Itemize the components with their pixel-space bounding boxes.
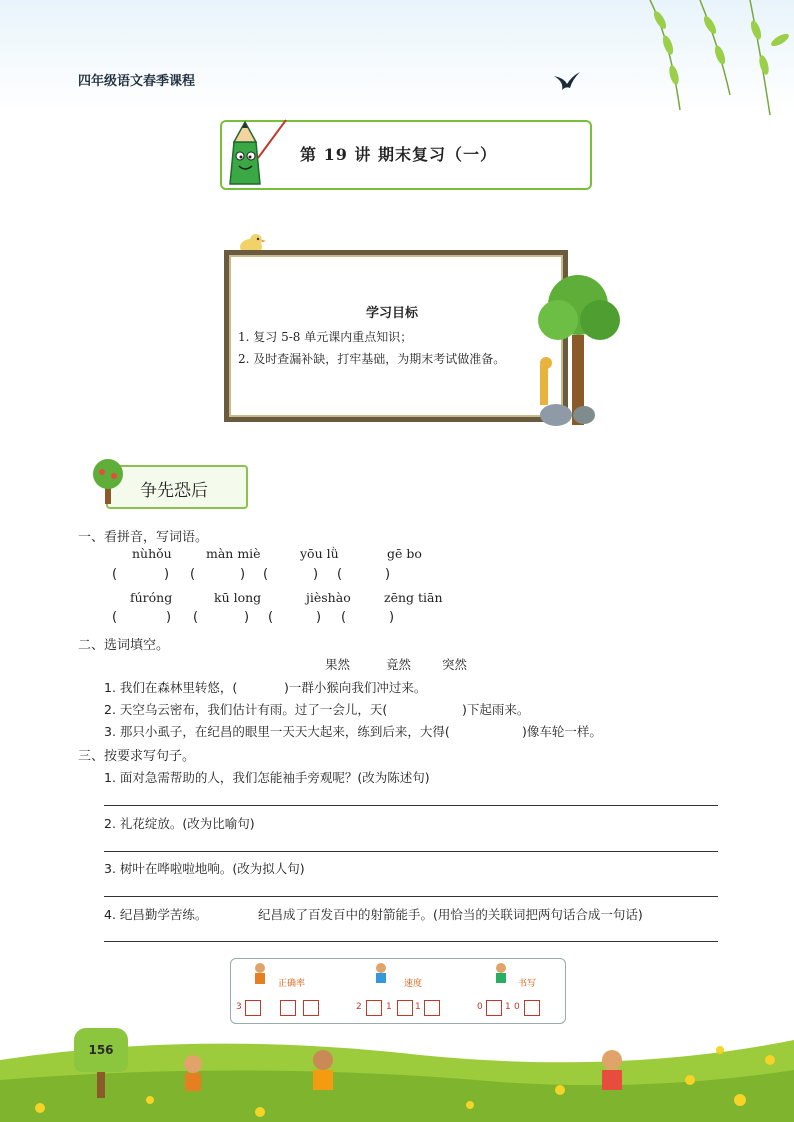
q2-item-1-post: )一群小猴向我们冲过来。 (284, 680, 427, 695)
answer-paren-close: ) (316, 610, 322, 625)
score-digit: 0 (477, 1002, 483, 1012)
learning-goals-title: 学习目标 (366, 306, 419, 321)
page-number: 156 (74, 1028, 128, 1072)
q3-heading: 三、按要求写句子。 (78, 749, 196, 764)
answer-paren-close: ) (164, 567, 170, 582)
answer-line[interactable] (104, 896, 718, 897)
answer-line[interactable] (104, 941, 718, 942)
q2-item-3-post: )像车轮一样。 (522, 724, 602, 739)
pinyin: zēng tiān (384, 590, 443, 605)
word-option: 竟然 (386, 657, 412, 672)
pencil-mascot-icon (216, 112, 290, 192)
tree-icon (86, 456, 130, 506)
pinyin: jièshào (306, 590, 351, 605)
word-option: 果然 (325, 657, 351, 672)
pinyin: màn miè (206, 546, 261, 561)
answer-paren-open: ( (112, 610, 118, 625)
score-box[interactable] (397, 1000, 413, 1016)
answer-paren-close: ) (244, 610, 250, 625)
running-kid-icon (370, 962, 392, 986)
answer-paren-close: ) (313, 567, 319, 582)
swallow-icon (552, 70, 582, 92)
q1-heading: 一、看拼音，写词语。 (78, 530, 209, 545)
writing-kid-icon (490, 962, 512, 986)
answer-paren-open: ( (193, 610, 199, 625)
score-box[interactable] (245, 1000, 261, 1016)
q2-heading: 二、选词填空。 (78, 638, 170, 653)
q3-item-4b: 纪昌成了百发百中的射箭能手。(用恰当的关联词把两句话合成一句话) (258, 907, 643, 922)
lesson-title: 第 19 讲 期末复习（一） (300, 145, 497, 164)
answer-line[interactable] (104, 851, 718, 852)
q3-item-2: 2. 礼花绽放。(改为比喻句) (104, 816, 255, 831)
pinyin: fúróng (130, 590, 173, 605)
score-digit: 0 (514, 1002, 520, 1012)
eval-label-accuracy: 正确率 (278, 979, 306, 989)
learning-goal-2: 2. 及时查漏补缺，打牢基础，为期末考试做准备。 (238, 352, 506, 366)
answer-paren-open: ( (337, 567, 343, 582)
q3-item-3: 3. 树叶在哗啦啦地响。(改为拟人句) (104, 861, 305, 876)
answer-paren-open: ( (190, 567, 196, 582)
q2-item-1-pre: 1. 我们在森林里转悠，( (104, 680, 238, 695)
pinyin: kū long (214, 590, 262, 605)
score-box[interactable] (486, 1000, 502, 1016)
course-title: 四年级语文春季课程 (78, 74, 196, 89)
answer-paren-close: ) (385, 567, 391, 582)
q2-item-2-post: )下起雨来。 (462, 702, 530, 717)
answer-paren-open: ( (341, 610, 347, 625)
pinyin: gē bo (387, 546, 422, 561)
eval-label-handwriting: 书写 (518, 979, 537, 989)
score-box[interactable] (424, 1000, 440, 1016)
score-digit: 1 (505, 1002, 511, 1012)
answer-paren-close: ) (166, 610, 172, 625)
word-option: 突然 (442, 657, 468, 672)
pinyin: nùhǒu (132, 546, 172, 561)
answer-paren-close: ) (240, 567, 246, 582)
q2-item-2-pre: 2. 天空乌云密布，我们估计有雨。过了一会儿，天( (104, 702, 388, 717)
answer-paren-close: ) (389, 610, 395, 625)
score-digit: 1 (386, 1002, 392, 1012)
score-box[interactable] (280, 1000, 296, 1016)
page-number-post (97, 1072, 105, 1098)
answer-paren-open: ( (112, 567, 118, 582)
answer-paren-open: ( (268, 610, 274, 625)
section-label: 争先恐后 (140, 481, 208, 501)
score-box[interactable] (303, 1000, 319, 1016)
q3-item-1: 1. 面对急需帮助的人，我们怎能袖手旁观呢？(改为陈述句) (104, 770, 430, 785)
q3-item-4a: 4. 纪昌勤学苦练。 (104, 907, 208, 922)
tree-animals-illustration (528, 265, 634, 435)
answer-paren-open: ( (263, 567, 269, 582)
score-digit: 2 (356, 1002, 362, 1012)
willow-decoration (610, 0, 794, 120)
eval-label-speed: 速度 (404, 979, 423, 989)
score-digit: 1 (415, 1002, 421, 1012)
score-box[interactable] (366, 1000, 382, 1016)
score-box[interactable] (524, 1000, 540, 1016)
score-digit: 3 (236, 1002, 242, 1012)
learning-goal-1: 1. 复习 5-8 单元课内重点知识； (238, 330, 413, 344)
pinyin: yōu lǜ (300, 546, 339, 561)
kid-icon (250, 962, 270, 986)
answer-line[interactable] (104, 805, 718, 806)
q2-item-3-pre: 3. 那只小虱子，在纪昌的眼里一天天大起来，练到后来，大得( (104, 724, 450, 739)
